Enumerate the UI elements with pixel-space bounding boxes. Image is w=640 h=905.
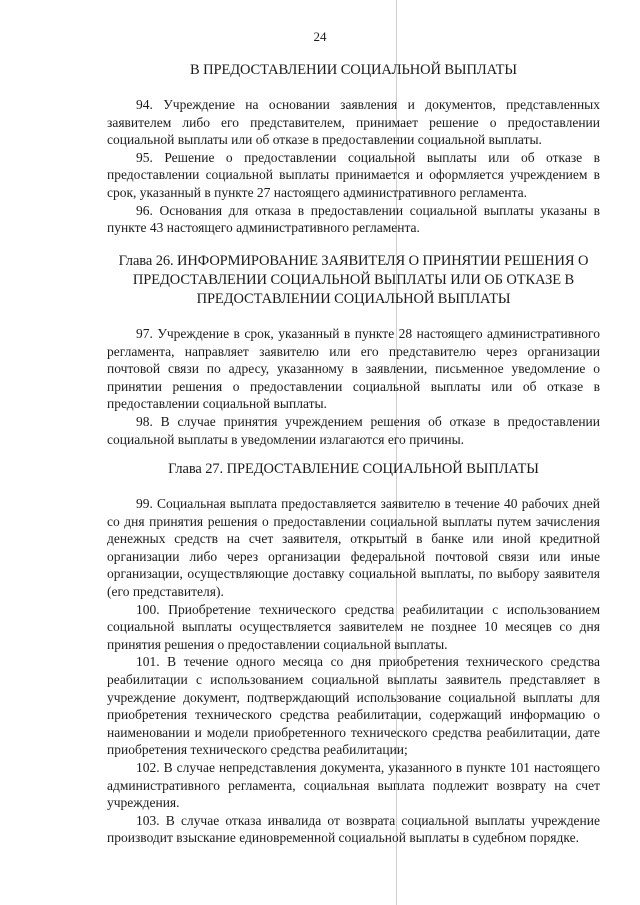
- paragraph-98: 98. В случае принятия учреждением решения об отказе в предоставлении социальной выплаты в уведомлении излагаются его причины.: [107, 413, 600, 447]
- paragraph-97: 97. Учреждение в срок, указанный в пункте 28 настоящего административного регламента, направляет заявителю или его представителю через организации почтовой связи по адресу, указанному в заявлении, письменное уведомление о принятии решения о предоставлении социальной выплаты или об отказе в предоставлении социальной выплаты.: [107, 326, 600, 412]
- paragraph-101: 101. В течение одного месяца со дня приобретения технического средства реабилитации с использованием социальной выплаты заявитель представляет в учреждение документ, подтверждающий использование социальной выплаты для приобретения технического средства реабилитации, содержащий информацию о наименовании и модели приобретенного технического средства реабилитации, дате приобретения технического средства реабилитации;: [107, 654, 600, 758]
- page-number: 24: [313, 29, 327, 44]
- paragraph-100: 100. Приобретение технического средства реабилитации с использованием социальной выплаты осуществляется заявителем не позднее 10 месяцев со дня принятия решения о предоставлении социальной выплаты.: [107, 601, 600, 652]
- paragraph-102: 102. В случае непредставления документа, указанного в пункте 101 настоящего административного регламента, социальная выплата подлежит возврату на счет учреждения.: [107, 759, 600, 811]
- paragraph-group-99-103: [107, 495, 600, 847]
- section-heading-continued: [107, 61, 600, 80]
- paragraph-95: 95. Решение о предоставлении социальной выплаты или об отказе в предоставлении социальной выплаты принимается и оформляется учреждением в срок, указанный в пункте 27 настоящего административного регламента.: [107, 149, 600, 200]
- paragraph-96: 96. Основания для отказа в предоставлении социальной выплаты указаны в пункте 43 настоящего административного регламента.: [107, 202, 600, 236]
- chapter-26-heading-block: [107, 252, 600, 309]
- paragraph-99: 99. Социальная выплата предоставляется заявителю в течение 40 рабочих дней со дня принятия решения о предоставлении социальной выплаты путем зачисления денежных средств на счет заявителя, открытый в банке или иной кредитной организации либо через организации федеральной почтовой связи или иные организации, осуществляющие доставку социальной выплаты, по выбору заявителя (его представителя).: [107, 496, 600, 599]
- paragraph-103: 103. В случае отказа инвалида от возврата социальной выплаты учреждение производит взыскание единовременной социальной выплаты в судебном порядке.: [107, 812, 600, 846]
- section-heading-text: В ПРЕДОСТАВЛЕНИИ СОЦИАЛЬНОЙ ВЫПЛАТЫ: [190, 62, 517, 78]
- paragraph-group-94-96: [107, 96, 600, 237]
- chapter-27-heading: Глава 27. ПРЕДОСТАВЛЕНИЕ СОЦИАЛЬНОЙ ВЫПЛАТЫ: [168, 461, 539, 477]
- paragraph-group-97-98: [107, 325, 600, 448]
- chapter-26-heading: Глава 26. ИНФОРМИРОВАНИЕ ЗАЯВИТЕЛЯ О ПРИНЯТИИ РЕШЕНИЯ О ПРЕДОСТАВЛЕНИИ СОЦИАЛЬНОЙ ВЫПЛАТЫ ИЛИ ОБ ОТКАЗЕ В ПРЕДОСТАВЛЕНИИ СОЦИАЛЬНОЙ ВЫПЛАТЫ: [118, 253, 589, 307]
- paragraph-94: 94. Учреждение на основании заявления и документов, представленных заявителем либо его представителем, принимает решение о предоставлении социальной выплаты или об отказе в предоставлении социальной выплаты.: [107, 97, 600, 148]
- chapter-27-heading-block: [107, 460, 600, 479]
